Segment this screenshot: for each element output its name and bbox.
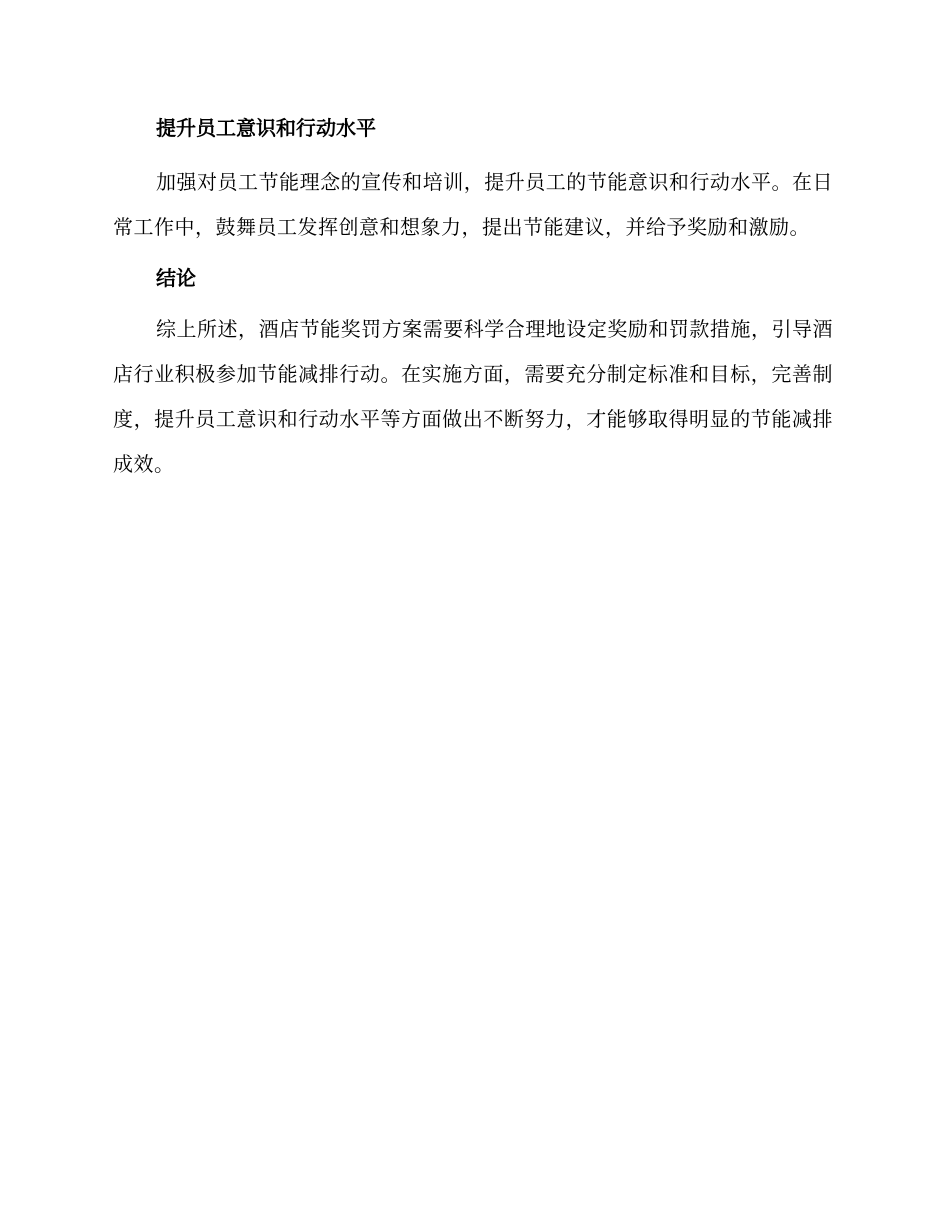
section-heading-employee-awareness: 提升员工意识和行动水平 — [156, 116, 376, 140]
document-body — [113, 112, 833, 487]
section-heading-conclusion: 结论 — [156, 266, 196, 290]
section-paragraph-employee-awareness: 加强对员工节能理念的宣传和培训，提升员工的节能意识和行动水平。在日常工作中，鼓舞员工发挥创意和想象力，提出节能建议，并给予奖励和激励。 — [113, 170, 833, 239]
section-paragraph-conclusion: 综上所述，酒店节能奖罚方案需要科学合理地设定奖励和罚款措施，引导酒店行业积极参加节能减排行动。在实施方面，需要充分制定标准和目标，完善制度，提升员工意识和行动水平等方面做出不断努力，才能够取得明显的节能减排成效。 — [113, 317, 833, 476]
